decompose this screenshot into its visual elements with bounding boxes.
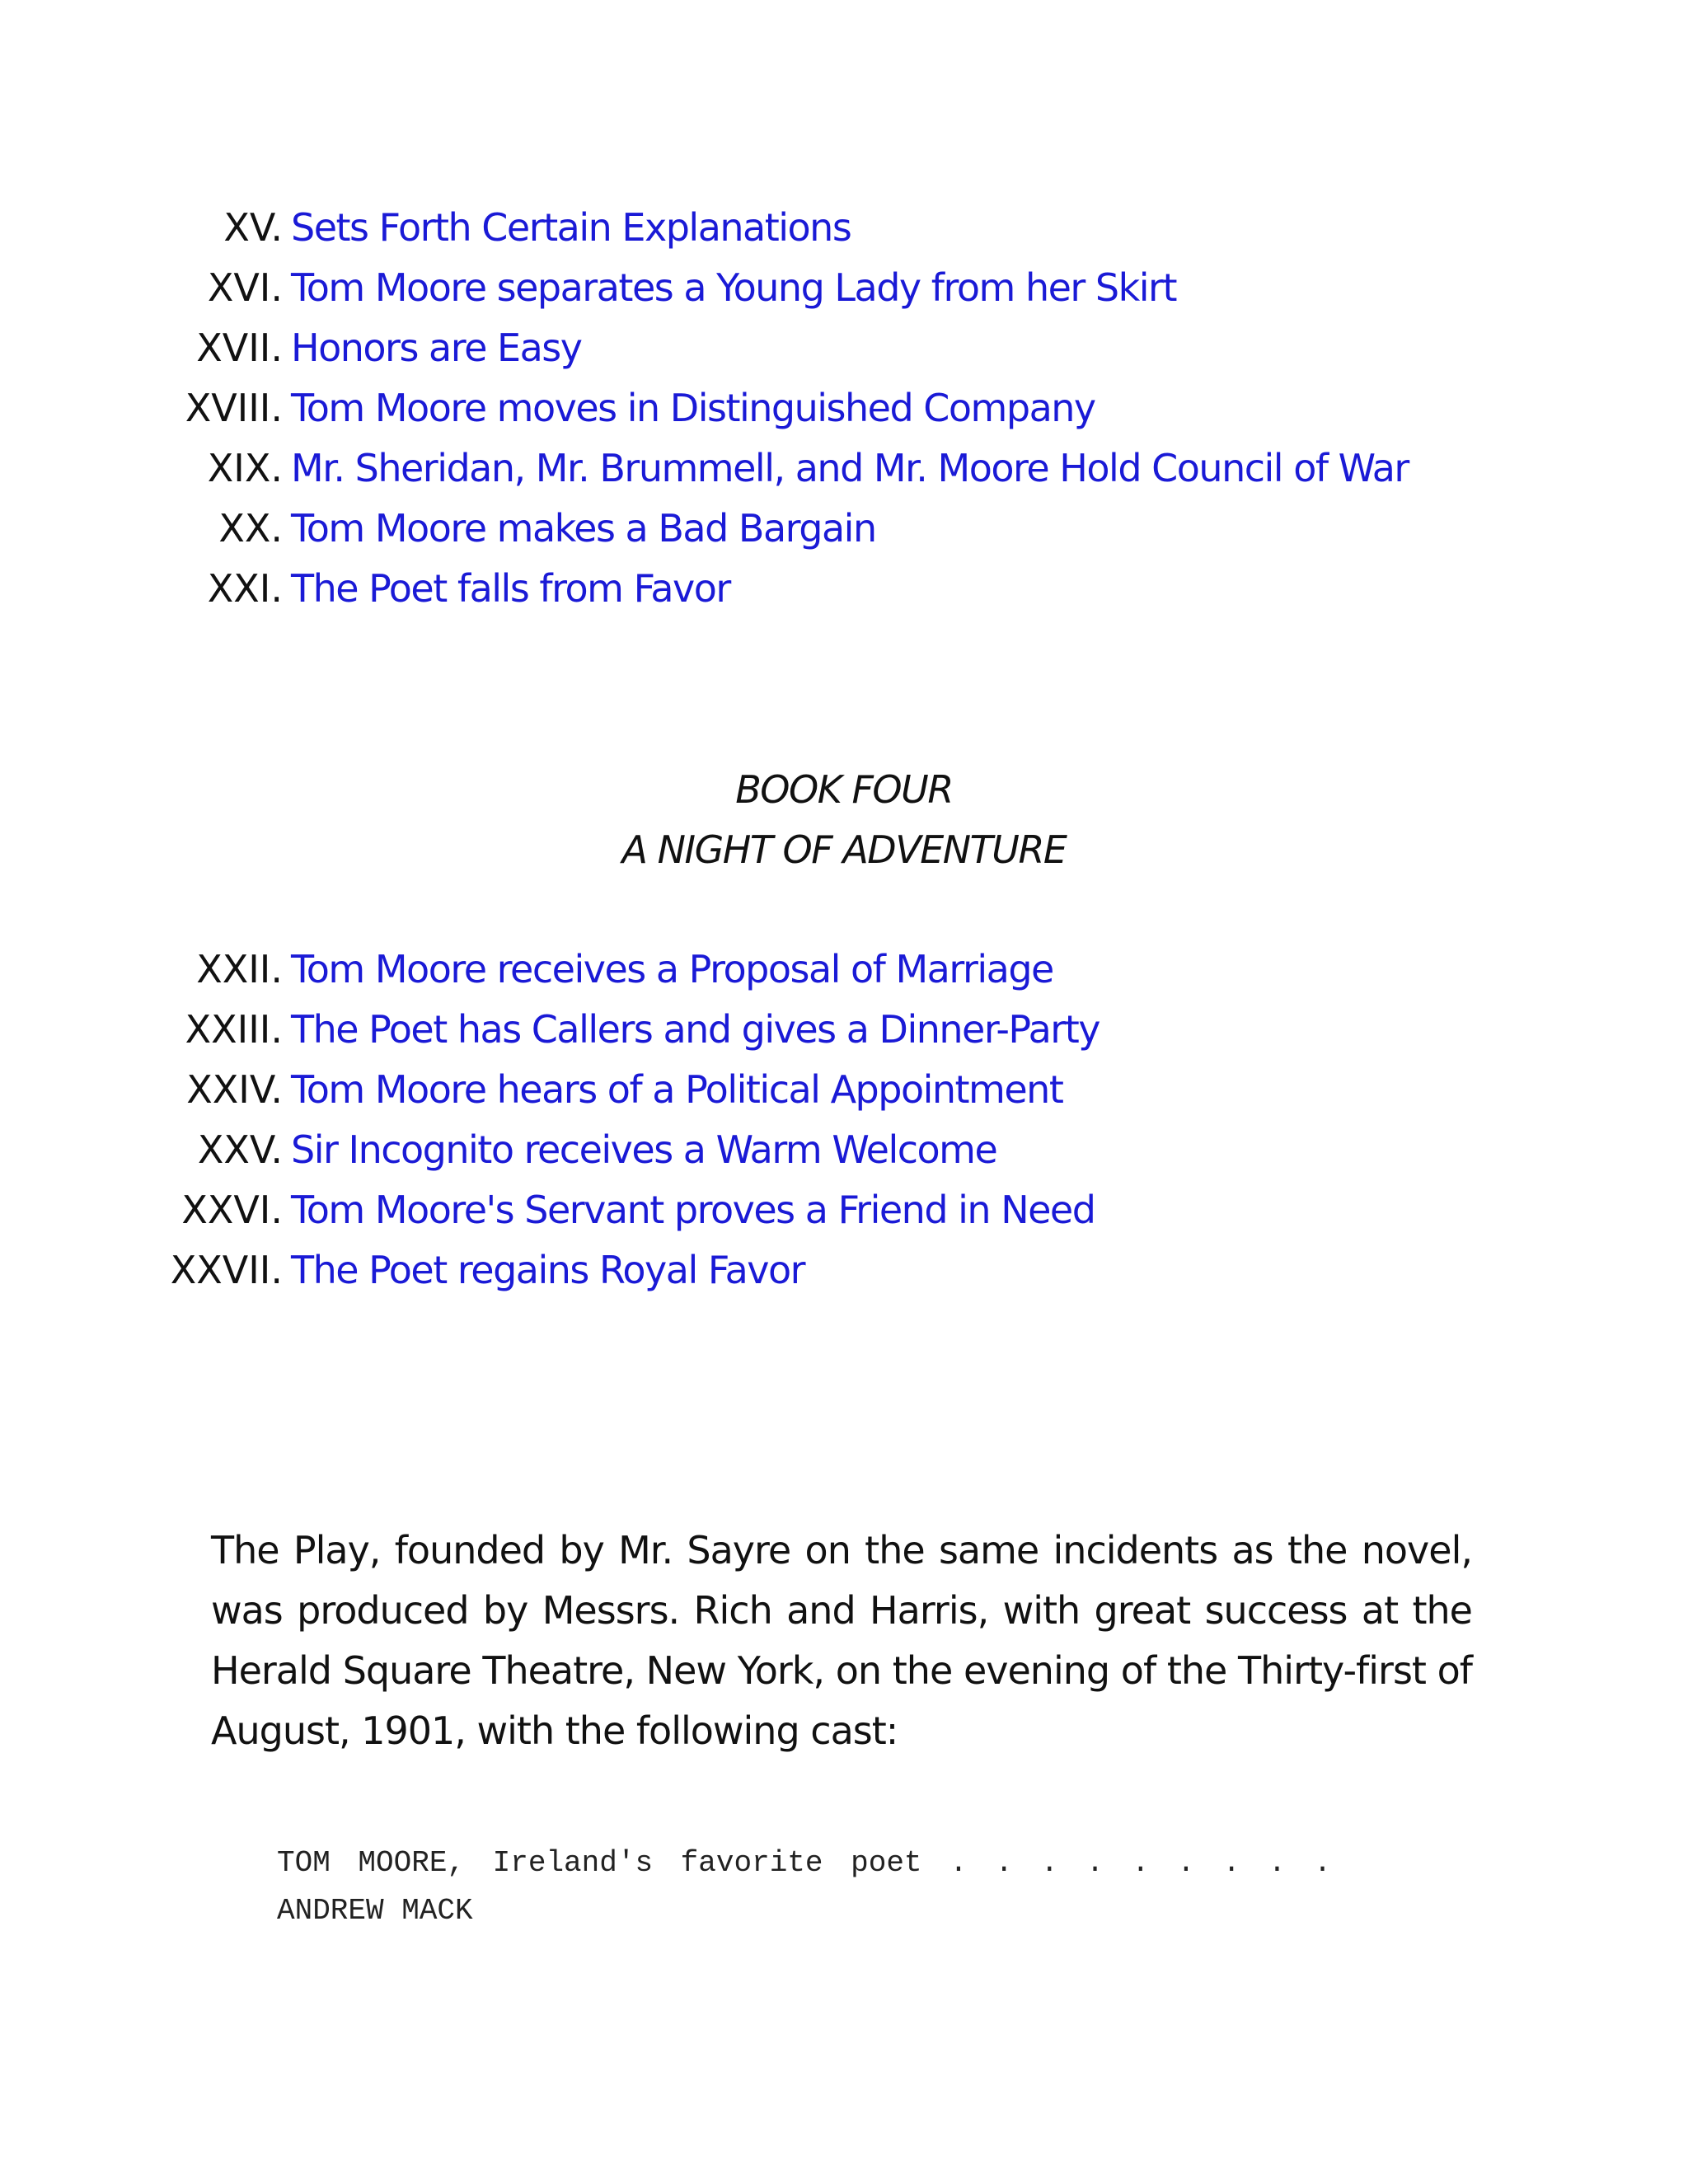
chapter-link[interactable]: Tom Moore moves in Distinguished Company: [291, 386, 1095, 430]
chapter-link[interactable]: Tom Moore receives a Proposal of Marriage: [291, 947, 1053, 991]
chapter-number: XX.: [218, 506, 283, 551]
chapter-link[interactable]: Sets Forth Certain Explanations: [291, 205, 851, 250]
toc-entry-xxiv: [0, 1060, 1688, 1120]
chapter-number: XXVI.: [181, 1188, 283, 1232]
chapter-link[interactable]: Tom Moore hears of a Political Appointment: [291, 1067, 1063, 1112]
toc-entry-xix: [0, 438, 1688, 499]
chapter-number: XVII.: [196, 326, 283, 370]
toc-entry-xxi: [0, 559, 1688, 619]
chapter-number: XXIII.: [185, 1007, 283, 1052]
book-subtitle: A NIGHT OF ADVENTURE: [621, 827, 1067, 872]
chapter-number: XXI.: [207, 566, 283, 611]
toc-entry-xv: [0, 198, 1688, 258]
chapter-link[interactable]: Mr. Sheridan, Mr. Brummell, and Mr. Moore Hold Council of War: [291, 446, 1409, 490]
play-production-paragraph: The Play, founded by Mr. Sayre on the same incidents as the novel, was produced by Messrs. Rich and Harris, with great success at the Herald Square Theatre, New York, on the evening of the Thirty-first of August, 1901, with the following cast:: [211, 1528, 1472, 1753]
book-title: BOOK FOUR: [735, 767, 953, 812]
table-of-contents-part-1: [0, 198, 1688, 619]
chapter-link[interactable]: Sir Incognito receives a Warm Welcome: [291, 1127, 997, 1172]
table-of-contents-part-2: [0, 940, 1688, 1301]
chapter-link[interactable]: Tom Moore's Servant proves a Friend in Need: [291, 1188, 1095, 1232]
cast-actor: ANDREW MACK: [277, 1894, 473, 1928]
toc-entry-xvii: [0, 318, 1688, 378]
chapter-link[interactable]: The Poet has Callers and gives a Dinner-Party: [291, 1007, 1100, 1052]
chapter-number: XV.: [223, 205, 283, 250]
chapter-number: XVIII.: [185, 386, 283, 430]
toc-entry-xxvi: [0, 1180, 1688, 1240]
chapter-link[interactable]: The Poet regains Royal Favor: [291, 1248, 805, 1292]
chapter-number: XXIV.: [186, 1067, 283, 1112]
toc-entry-xxii: [0, 940, 1688, 1000]
toc-entry-xviii: [0, 378, 1688, 438]
chapter-link[interactable]: Tom Moore makes a Bad Bargain: [291, 506, 876, 551]
chapter-number: XXV.: [197, 1127, 283, 1172]
cast-list: [277, 1840, 1406, 1935]
toc-entry-xxiii: [0, 1000, 1688, 1060]
chapter-number: XIX.: [207, 446, 283, 490]
chapter-number: XVI.: [207, 265, 283, 310]
toc-entry-xx: [0, 499, 1688, 559]
toc-entry-xxv: [0, 1120, 1688, 1180]
chapter-number: XXVII.: [170, 1248, 283, 1292]
toc-entry-xxvii: [0, 1240, 1688, 1301]
chapter-link[interactable]: Honors are Easy: [291, 326, 582, 370]
chapter-link[interactable]: Tom Moore separates a Young Lady from her Skirt: [291, 265, 1176, 310]
cast-role: TOM MOORE, Ireland's favorite poet . . . . . . . . .: [277, 1846, 1332, 1880]
toc-entry-xvi: [0, 258, 1688, 318]
chapter-number: XXII.: [196, 947, 283, 991]
chapter-link[interactable]: The Poet falls from Favor: [291, 566, 730, 611]
